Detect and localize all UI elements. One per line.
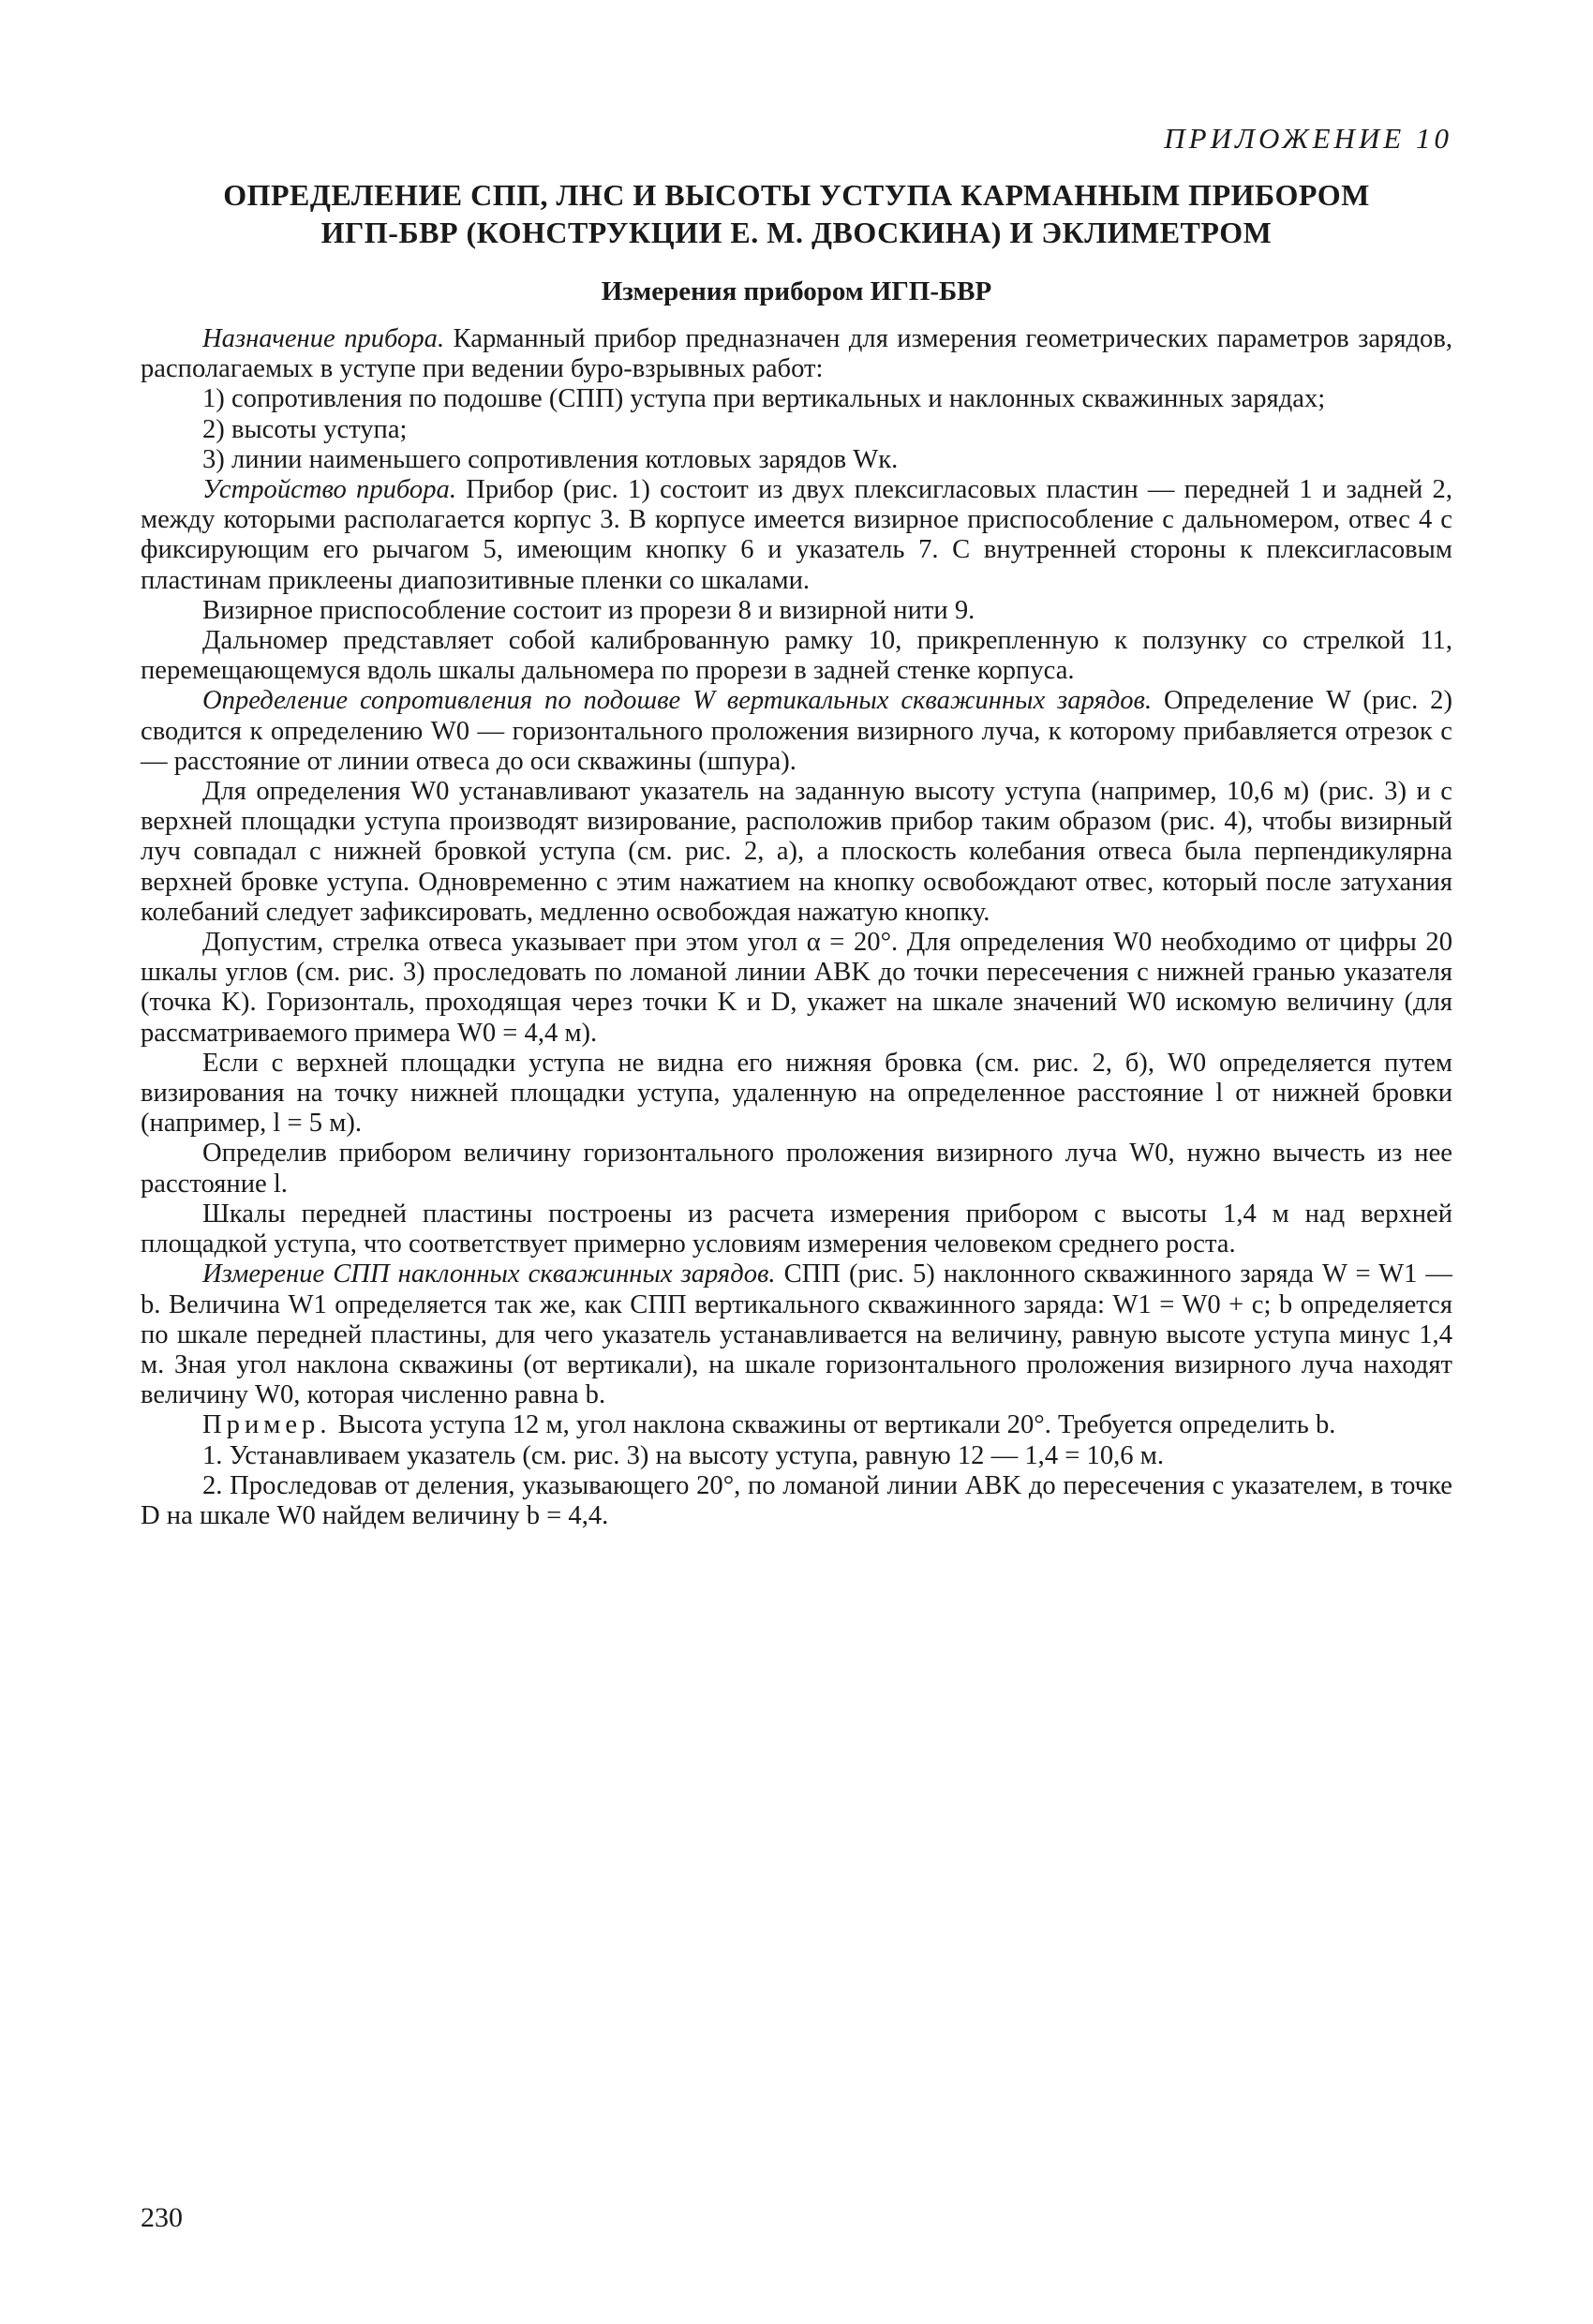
paragraph-example-text: Высота уступа 12 м, угол наклона скважины от вертикали 20°. Требуется определить b. [331, 1410, 1336, 1440]
paragraph-hidden-edge: Если с верхней площадки уступа не видна его нижняя бровка (см. рис. 2, б), W0 определяется путем визирования на точку нижней площадки уступа, удаленную на определенное расстояние l от нижней бровки (например, l = 5 м). [141, 1048, 1452, 1139]
paragraph-device [141, 475, 1452, 596]
appendix-label: ПРИЛОЖЕНИЕ 10 [1164, 122, 1452, 155]
paragraph-inclined-text: СПП (рис. 5) наклонного скважинного заряда W = W1 — b. Величина W1 определяется так же, как СПП вертикального скважинного заряда: W1 = W0 + c; b определяется по шкале передней пластины, для чего указатель устанавливается на величину, равную высоте уступа минус 1,4 м. Зная угол наклона скважины (от вертикали), на шкале горизонтального проложения визирного луча находят величину W0, которая численно равна b. [141, 1259, 1453, 1410]
paragraph-inclined [141, 1259, 1452, 1410]
paragraph-vertical-resistance-heading: Определение сопротивления по подошве W вертикальных скважинных зарядов. [202, 686, 1153, 716]
paragraph-device-text: Прибор (рис. 1) состоит из двух плексигласовых пластин — передней 1 и задней 2, между которыми располагается корпус 3. В корпусе имеется визирное приспособление с дальномером, отвес 4 с фиксирующим его рычагом 5, имеющим кнопку 6 и указатель 7. С внутренней стороны к плексигласовым пластинам приклеены диапозитивные пленки со шкалами. [141, 475, 1452, 595]
paragraph-subtract-l: Определив прибором величину горизонтального проложения визирного луча W0, нужно вычесть из нее расстояние l. [141, 1139, 1452, 1199]
paragraph-purpose-heading: Назначение прибора. [202, 324, 445, 353]
paragraph-vertical-resistance [141, 686, 1452, 777]
paragraph-purpose [141, 324, 1452, 384]
paragraph-procedure: Для определения W0 устанавливают указатель на заданную высоту уступа (например, 10,6 м) (рис. 3) и с верхней площадки уступа производят визирование, расположив прибор таким образом (рис. 4), чтобы визирный луч совпадал с нижней бровкой уступа (см. рис. 2, а), а плоскость колебания отвеса была перпендикулярна верхней бровке уступа. Одновременно с этим нажатием на кнопку освобождают отвес, который после затухания колебаний следует зафиксировать, медленно освобождая нажатую кнопку. [141, 777, 1452, 927]
page-title [141, 176, 1452, 251]
example-step-1: 1. Устанавливаем указатель (см. рис. 3) на высоту уступа, равную 12 — 1,4 = 10,6 м. [202, 1440, 1164, 1470]
paragraph-device-heading: Устройство прибора. [202, 475, 456, 505]
section-title: Измерения прибором ИГП-БВР [601, 276, 992, 306]
list-item-1: 1) сопротивления по подошве (СПП) уступа при вертикальных и наклонных скважинных зарядах; [202, 384, 1326, 414]
list-item-3: 3) линии наименьшего сопротивления котловых зарядов Wк. [202, 444, 899, 474]
paragraph-scales: Шкалы передней пластины построены из расчета измерения прибором с высоты 1,4 м над верхней площадкой уступа, что соответствует примерно условиям измерения человеком среднего роста. [141, 1199, 1452, 1259]
paragraph-sighting: Визирное приспособление состоит из прорези 8 и визирной нити 9. [202, 595, 975, 625]
paragraph-example-heading: Пример. [202, 1410, 332, 1440]
paragraph-vertical-resistance-text: Определение W (рис. 2) сводится к определению W0 — горизонтального проложения визирного луча, к которому прибавляется отрезок c — расстояние от линии отвеса до оси скважины (шпура). [141, 686, 1452, 776]
paragraph-angle-example: Допустим, стрелка отвеса указывает при этом угол α = 20°. Для определения W0 необходимо от цифры 20 шкалы углов (см. рис. 3) проследовать по ломаной линии ABK до точки пересечения с нижней гранью указателя (точка K). Горизонталь, проходящая через точки K и D, укажет на шкале значений W0 искомую величину (для рассматриваемого примера W0 = 4,4 м). [141, 928, 1452, 1048]
paragraph-inclined-heading: Измерение СПП наклонных скважинных зарядов. [202, 1259, 776, 1289]
paragraph-example [141, 1410, 1452, 1440]
page-title-line-2: ИГП-БВР (КОНСТРУКЦИИ Е. М. ДВОСКИНА) И ЭКЛИМЕТРОМ [320, 216, 1273, 249]
paragraph-rangefinder: Дальномер представляет собой калиброванную рамку 10, прикрепленную к ползунку со стрелкой 11, перемещающемуся вдоль шкалы дальномера по прорези в задней стенке корпуса. [141, 626, 1452, 686]
page-number: 230 [141, 2202, 183, 2233]
list-item-2: 2) высоты уступа; [202, 414, 408, 444]
paragraph-purpose-text: Карманный прибор предназначен для измерения геометрических параметров зарядов, располагаемых в уступе при ведении буро-взрывных работ: [141, 324, 1453, 384]
page-title-line-1: ОПРЕДЕЛЕНИЕ СПП, ЛНС И ВЫСОТЫ УСТУПА КАРМАННЫМ ПРИБОРОМ [223, 178, 1370, 212]
example-step-2: 2. Проследовав от деления, указывающего 20°, по ломаной линии ABK до пересечения с указателем, в точке D на шкале W0 найдем величину b = 4,4. [141, 1470, 1452, 1530]
book-page [141, 122, 1453, 2233]
